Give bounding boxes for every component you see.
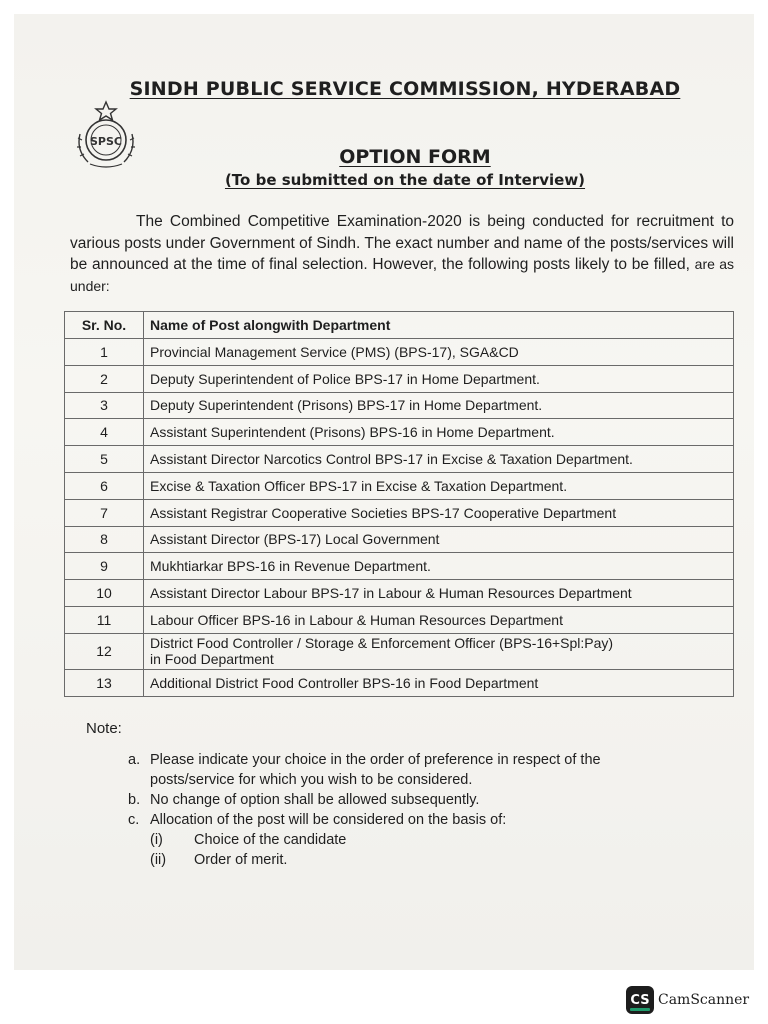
row-post: Assistant Registrar Cooperative Societies BPS-17 Cooperative Department — [144, 499, 734, 526]
table-row — [65, 419, 734, 446]
row-post: Assistant Superintendent (Prisons) BPS-16 in Home Department. — [144, 419, 734, 446]
camscanner-watermark — [626, 986, 749, 1014]
row-sr: 9 — [65, 553, 144, 580]
table-row — [65, 365, 734, 392]
sub-text: Choice of the candidate — [194, 832, 347, 848]
table-header-row — [65, 312, 734, 339]
sub-marker: (ii) — [150, 852, 167, 868]
note-label: Note: — [86, 720, 122, 737]
note-text — [150, 750, 601, 790]
commission-heading: SINDH PUBLIC SERVICE COMMISSION, HYDERABAD — [129, 78, 681, 100]
note-marker: a. — [128, 752, 141, 768]
intro-tail: are as under: — [70, 256, 734, 294]
table-row — [65, 553, 734, 580]
table-row — [65, 669, 734, 696]
note-text-line1: Please indicate your choice in the order of preference in respect of the — [150, 752, 601, 768]
row-post: Labour Officer BPS-16 in Labour & Human Resources Department — [144, 606, 734, 633]
row-post: Additional District Food Controller BPS-16 in Food Department — [144, 669, 734, 696]
row-sr: 12 — [65, 633, 144, 669]
row-sr: 3 — [65, 392, 144, 419]
svg-text:SPSC: SPSC — [90, 135, 122, 148]
row-post: Assistant Director Labour BPS-17 in Labour & Human Resources Department — [144, 580, 734, 607]
table-row — [65, 339, 734, 366]
row-post: Assistant Director (BPS-17) Local Government — [144, 526, 734, 553]
form-subtitle: (To be submitted on the date of Interview) — [224, 171, 586, 189]
intro-paragraph — [70, 211, 734, 297]
row-post: Excise & Taxation Officer BPS-17 in Excise & Taxation Department. — [144, 472, 734, 499]
note-marker: b. — [128, 792, 141, 808]
row-sr: 2 — [65, 365, 144, 392]
table-row — [65, 499, 734, 526]
sub-marker: (i) — [150, 832, 163, 848]
header-post-name: Name of Post alongwith Department — [144, 312, 734, 339]
camscanner-label: CamScanner — [658, 992, 750, 1008]
row-sr: 11 — [65, 606, 144, 633]
row-sr: 5 — [65, 446, 144, 473]
row-post: Deputy Superintendent (Prisons) BPS-17 in Home Department. — [144, 392, 734, 419]
posts-table — [64, 311, 734, 697]
row-post — [144, 633, 734, 669]
table-row — [65, 472, 734, 499]
spsc-seal-logo — [70, 100, 142, 172]
row-post: Assistant Director Narcotics Control BPS-17 in Excise & Taxation Department. — [144, 446, 734, 473]
table-row — [65, 606, 734, 633]
table-row — [65, 633, 734, 669]
row-post: Deputy Superintendent of Police BPS-17 in Home Department. — [144, 365, 734, 392]
row-post: Provincial Management Service (PMS) (BPS-17), SGA&CD — [144, 339, 734, 366]
table-row — [65, 392, 734, 419]
note-text-line2: posts/service for which you wish to be considered. — [150, 772, 473, 788]
note-text: Allocation of the post will be considered on the basis of: — [150, 812, 507, 828]
table-row — [65, 580, 734, 607]
row-sr: 6 — [65, 472, 144, 499]
note-item — [128, 810, 648, 830]
row-sr: 8 — [65, 526, 144, 553]
note-text: No change of option shall be allowed subsequently. — [150, 792, 480, 808]
form-title: OPTION FORM — [339, 146, 491, 168]
row-sr: 7 — [65, 499, 144, 526]
note-item — [128, 790, 648, 810]
row-post-line2: in Food Department — [150, 651, 274, 668]
notes-list — [128, 750, 648, 870]
camscanner-icon: CS — [626, 986, 654, 1014]
row-sr: 10 — [65, 580, 144, 607]
note-sub-item — [128, 850, 648, 870]
intro-text: The Combined Competitive Examination-2020 is being conducted for recruitment to various posts under Government of Sindh. The exact number and name of the posts/services will be announced at the time of final selection. However, the following posts likely to be filled, — [70, 213, 734, 273]
header-sr-no: Sr. No. — [65, 312, 144, 339]
table-row — [65, 526, 734, 553]
row-post-line1: District Food Controller / Storage & Enforcement Officer (BPS-16+Spl:Pay) — [150, 635, 614, 652]
note-marker: c. — [128, 812, 140, 828]
row-sr: 4 — [65, 419, 144, 446]
row-sr: 1 — [65, 339, 144, 366]
row-post: Mukhtiarkar BPS-16 in Revenue Department. — [144, 553, 734, 580]
sub-text: Order of merit. — [194, 852, 288, 868]
table-row — [65, 446, 734, 473]
note-item — [128, 750, 648, 790]
row-sr: 13 — [65, 669, 144, 696]
note-sub-item — [128, 830, 648, 850]
